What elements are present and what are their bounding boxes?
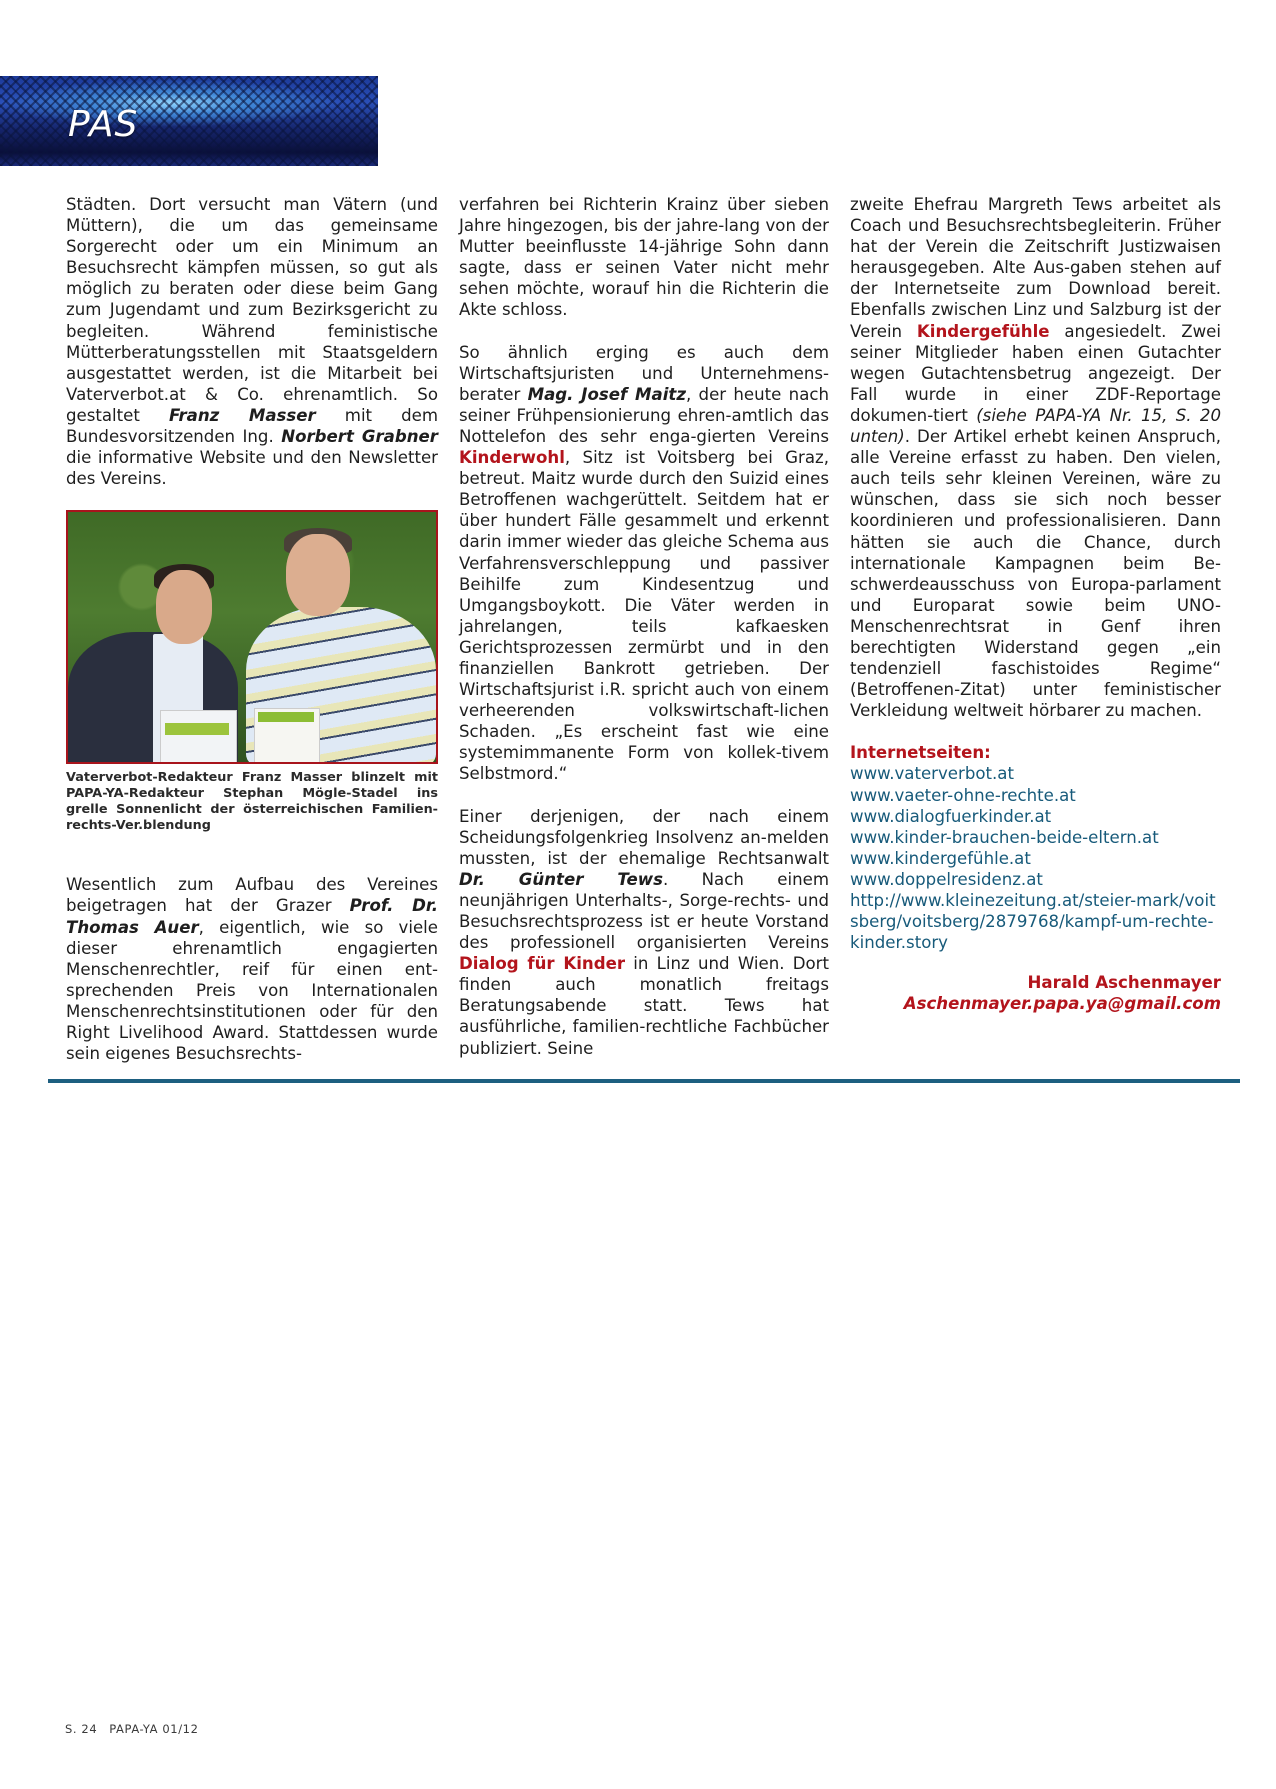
person-name: Norbert Grabner bbox=[281, 427, 438, 447]
person-name: Dr. Günter Tews bbox=[459, 869, 663, 889]
paragraph: verfahren bei Richterin Krainz über sieben Jahre hingezogen, bis der jahre-lang von der Mutter beeinflusste 14-jährige Sohn dann sagte, dass er seinen Vater nicht mehr sehen möchte, worauf hin die Richterin die Akte schloss. bbox=[459, 195, 829, 320]
section-title: PAS bbox=[68, 104, 139, 145]
organization-name: Dialog für Kinder bbox=[459, 954, 626, 974]
website-link[interactable]: www.kinder-brauchen-beide-eltern.at bbox=[850, 827, 1159, 847]
person-name: Prof. Dr. Thomas Auer bbox=[66, 896, 438, 937]
magazine-papa-ya bbox=[160, 710, 237, 764]
photo-caption: Vaterverbot-Redakteur Franz Masser blinzelt mit PAPA-YA-Redakteur Stephan Mögle-Stadel ins grelle Sonnenlicht der österreichischen Familien-rechts-Ver.blendung bbox=[66, 770, 438, 834]
author-signature bbox=[850, 972, 1221, 1014]
website-link[interactable]: www.vaeter-ohne-rechte.at bbox=[850, 785, 1076, 805]
links-section bbox=[850, 742, 1221, 953]
website-link[interactable]: www.dialogfuerkinder.at bbox=[850, 806, 1052, 826]
person-name: Mag. Josef Maitz bbox=[527, 384, 686, 404]
issue-label: PAPA-YA 01/12 bbox=[109, 1722, 199, 1736]
article-column-2 bbox=[459, 194, 829, 1080]
article-end-rule bbox=[48, 1079, 1240, 1083]
paragraph: So ähnlich erging es auch dem Wirtschaftsjuristen und Unternehmens-berater Mag. Josef Maitz, der heute nach seiner Frühpensionierung ehren-amtlich das Nottelefon des sehr enga-gierten Vereins Kinderwohl, Sitz ist Voitsberg bei Graz, betreut. Maitz wurde durch den Suizid eines Betroffenen wachgerüttelt. Seitdem hat er über hundert Fälle gesammelt und erkennt darin immer wieder das gleiche Schema aus Verfahrensverschleppung und passiver Beihilfe zum Kindesentzug und Umgangsboykott. Die Väter werden in jahrelangen, teils kafkaesken Gerichtsprozessen zermürbt und in den finanziellen Bankrott getrieben. Der Wirtschaftsjurist i.R. spricht auch von einem verheerenden volkswirtschaft-lichen Schaden. „Es erscheint fast wie eine systemimmanente Form von kollek-tivem Selbstmord.“ bbox=[459, 342, 830, 784]
section-header-banner bbox=[0, 76, 378, 166]
organization-name: Kinderwohl bbox=[459, 448, 565, 468]
article-column-3 bbox=[850, 194, 1221, 1014]
page-footer bbox=[65, 1722, 199, 1736]
website-link[interactable]: www.vaterverbot.at bbox=[850, 764, 1014, 784]
website-link[interactable]: www.doppelresidenz.at bbox=[850, 869, 1043, 889]
article-photo bbox=[66, 510, 438, 764]
links-heading: Internetseiten: bbox=[850, 743, 991, 763]
website-link[interactable]: http://www.kleinezeitung.at/steier-mark/voitsberg/voitsberg/2879768/kampf-um-rechte-kinder.story bbox=[850, 891, 1216, 953]
author-name: Harald Aschenmayer bbox=[1027, 973, 1221, 993]
article-column-1 bbox=[66, 194, 438, 1085]
paragraph: Wesentlich zum Aufbau des Vereines beigetragen hat der Grazer Prof. Dr. Thomas Auer, eigentlich, wie so viele dieser ehrenamtlich engagierten Menschenrechtler, reif für einen ent-sprechenden Preis von Internationalen Menschenrechtsinstitutionen oder für den Right Livelihood Award. Stattdessen wurde sein eigenes Besuchsrechts- bbox=[66, 875, 438, 1064]
cross-reference: (siehe PAPA-YA Nr. 15, S. 20 unten) bbox=[850, 405, 1221, 447]
organization-name: Kindergefühle bbox=[916, 321, 1050, 341]
paragraph: zweite Ehefrau Margreth Tews arbeitet als Coach und Besuchsrechtsbegleiterin. Früher hat der Verein die Zeitschrift Justizwaisen herausgegeben. Alte Aus-gaben stehen auf der Internetseite zum Download bereit. Ebenfalls zwischen Linz und Salzburg ist der Verein Kindergefühle angesiedelt. Zwei seiner Mitglieder haben einen Gutachter wegen Gutachtensbetrug angezeigt. Der Fall wurde in einer ZDF-Reportage dokumen-tiert (siehe PAPA-YA Nr. 15, S. 20 unten). Der Artikel erhebt keinen Anspruch, alle Vereine erfasst zu haben. Den vielen, auch teils sehr kleinen Vereinen, wäre zu wünschen, dass sie sich noch besser koordinieren und professionalisieren. Dann hätten sie auch die Chance, durch internationale Kampagnen beim Be-schwerdeausschuss von Europa-parlament und Europarat sowie beim UNO-Menschenrechtsrat in Genf ihren berechtigten Widerstand gegen „ein tendenziell faschistoides Regime“ (Betroffenen-Zitat) unter feministischer Verkleidung weltweit hörbarer zu machen. bbox=[850, 195, 1222, 721]
website-link[interactable]: www.kindergefühle.at bbox=[850, 848, 1031, 868]
magazine-vaterverbot bbox=[254, 708, 320, 764]
author-email[interactable]: Aschenmayer.papa.ya@gmail.com bbox=[903, 994, 1221, 1014]
page-number: S. 24 bbox=[65, 1722, 98, 1736]
person-name: Franz Masser bbox=[168, 405, 316, 425]
paragraph: Städten. Dort versucht man Vätern (und Müttern), die um das gemeinsame Sorgerecht oder um ein Minimum an Besuchsrecht kämpfen müssen, so gut als möglich zu beraten oder diese beim Gang zum Jugendamt und zum Bezirksgericht zu begleiten. Während feministische Mütterberatungsstellen mit Staatsgeldern ausgestattet werden, ist die Mitarbeit bei Vaterverbot.at & Co. ehrenamtlich. So gestaltet Franz Masser mit dem Bundesvorsitzenden Ing. Norbert Grabner die informative Website und den Newsletter des Vereins. bbox=[66, 195, 439, 489]
paragraph: Einer derjenigen, der nach einem Scheidungsfolgenkrieg Insolvenz an-melden mussten, ist der ehemalige Rechtsanwalt Dr. Günter Tews. Nach einem neunjährigen Unterhalts-, Sorge-rechts- und Besuchsrechtsprozess ist er heute Vorstand des professionell organisierten Vereins Dialog für Kinder in Linz und Wien. Dort finden auch monatlich freitags Beratungsabende statt. Tews hat ausführliche, familien-rechtliche Fachbücher publiziert. Seine bbox=[459, 806, 829, 1058]
